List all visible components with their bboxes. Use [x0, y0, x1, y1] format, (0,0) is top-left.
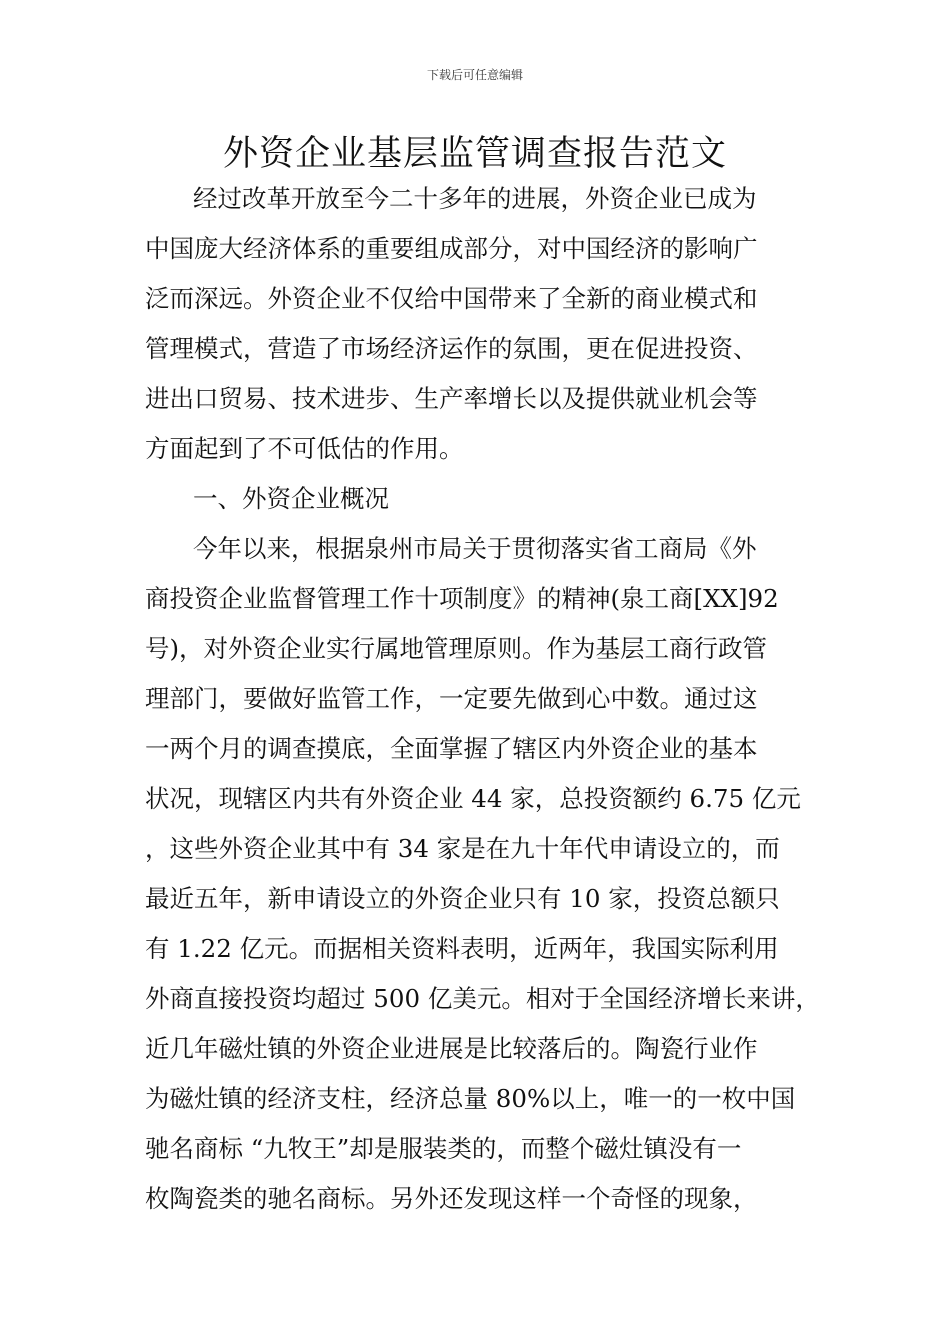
- paragraph-line: 有 1.22 亿元。而据相关资料表明，近两年，我国实际利用: [145, 934, 779, 963]
- paragraph-line: 经过改革开放至今二十多年的进展，外资企业已成为: [193, 184, 757, 213]
- header-note: 下载后可任意编辑: [426, 68, 523, 82]
- paragraph-line: 方面起到了不可低估的作用。: [145, 434, 464, 463]
- paragraph-line: 最近五年，新申请设立的外资企业只有 10 家，投资总额只: [145, 884, 780, 913]
- section-heading: 一、外资企业概况: [193, 484, 389, 513]
- paragraph-line: 中国庞大经济体系的重要组成部分，对中国经济的影响广: [145, 234, 758, 263]
- document-body: [145, 174, 820, 1224]
- paragraph-line: 为磁灶镇的经济支柱，经济总量 80%以上，唯一的一枚中国: [145, 1084, 796, 1113]
- paragraph-line: 一两个月的调查摸底，全面掌握了辖区内外资企业的基本: [145, 734, 758, 763]
- paragraph-line: 理部门，要做好监管工作，一定要先做到心中数。通过这: [145, 684, 758, 713]
- paragraph-line: 管理模式，营造了市场经济运作的氛围，更在促进投资、: [145, 334, 758, 363]
- paragraph-line: 驰名商标 “九牧王”却是服装类的，而整个磁灶镇没有一: [145, 1134, 742, 1163]
- paragraph-line: 商投资企业监督管理工作十项制度》的精神(泉工商[XX]92: [145, 584, 779, 613]
- paragraph-line: 枚陶瓷类的驰名商标。另外还发现这样一个奇怪的现象，: [145, 1184, 758, 1213]
- paragraph-line: 状况，现辖区内共有外资企业 44 家，总投资额约 6.75 亿元: [145, 784, 801, 813]
- paragraph-line: 近几年磁灶镇的外资企业进展是比较落后的。陶瓷行业作: [145, 1034, 758, 1063]
- paragraph-line: 今年以来，根据泉州市局关于贯彻落实省工商局《外: [193, 534, 757, 563]
- paragraph-line: 号)，对外资企业实行属地管理原则。作为基层工商行政管: [145, 634, 768, 663]
- paragraph-line: 进出口贸易、技术进步、生产率增长以及提供就业机会等: [145, 384, 758, 413]
- document-title: 外资企业基层监管调查报告范文: [222, 134, 727, 174]
- paragraph-line: 泛而深远。外资企业不仅给中国带来了全新的商业模式和: [145, 284, 758, 313]
- paragraph-line: ，这些外资企业其中有 34 家是在九十年代申请设立的，而: [145, 834, 780, 863]
- paragraph-line: 外商直接投资均超过 500 亿美元。相对于全国经济增长来讲，: [145, 984, 820, 1013]
